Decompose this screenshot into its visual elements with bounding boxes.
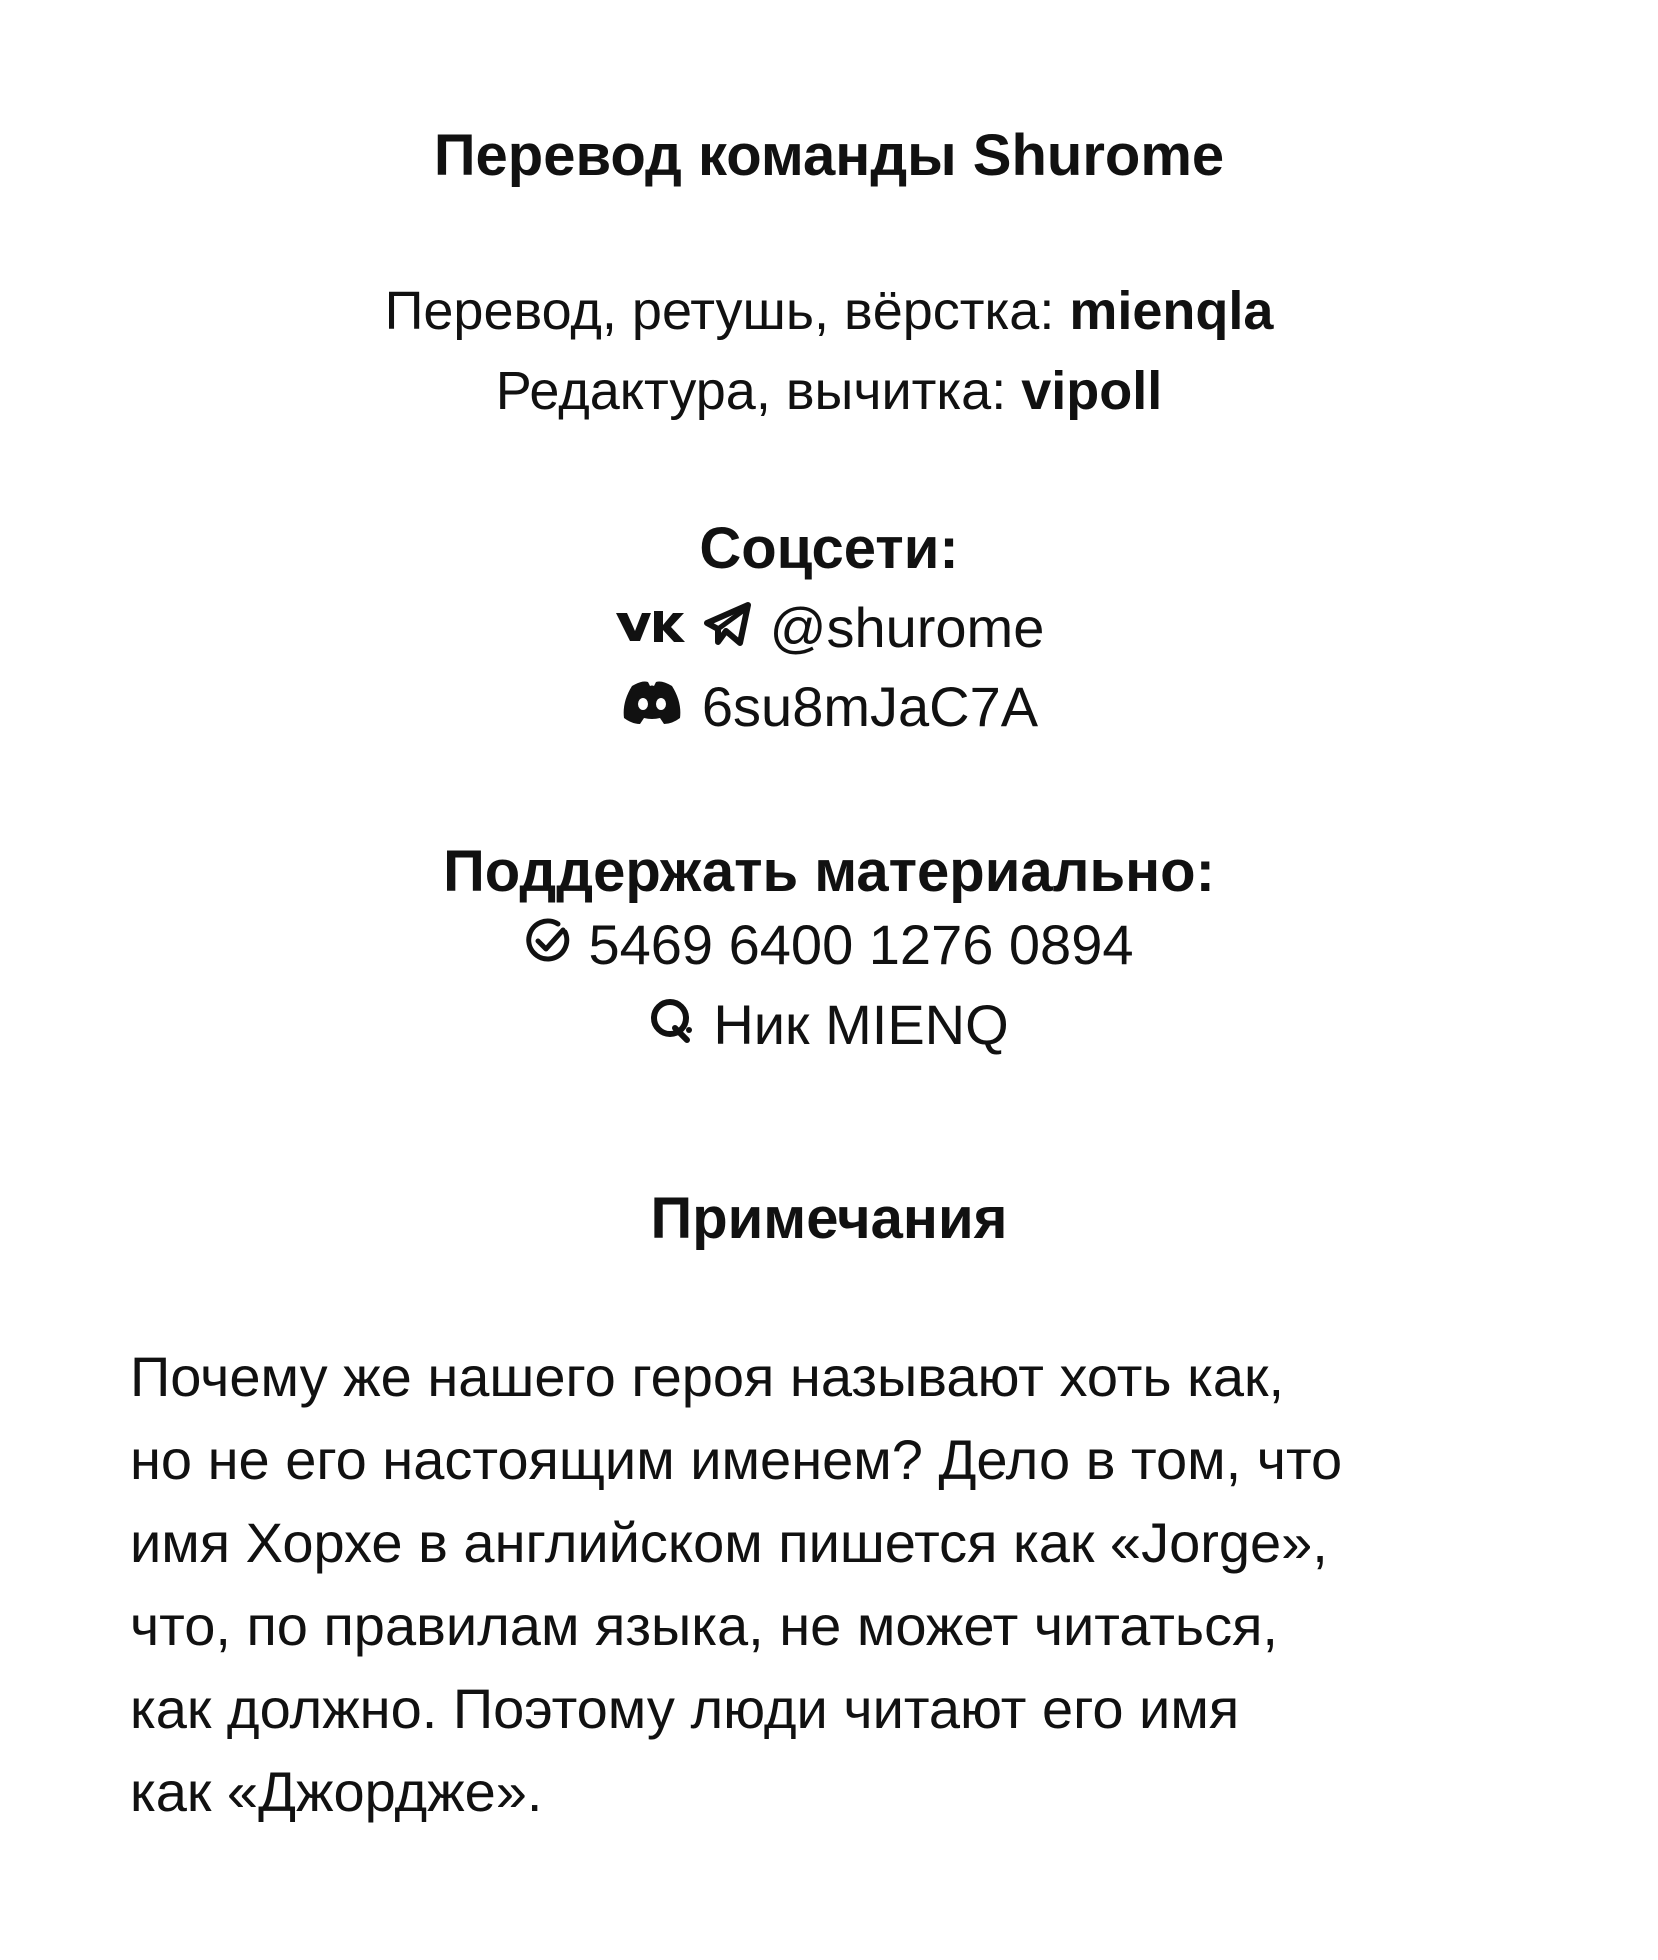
support-card[interactable] [0, 912, 1658, 977]
social-vk-telegram[interactable] [0, 595, 1658, 660]
notes-line: как должно. Поэтому люди читают его имя [130, 1677, 1240, 1740]
social-discord[interactable] [0, 674, 1658, 739]
credit-name: vipoll [1021, 361, 1163, 421]
notes-line: но не его настоящим именем? Дело в том, что [130, 1428, 1343, 1491]
discord-icon[interactable] [620, 674, 684, 739]
card-number: 5469 6400 1276 0894 [588, 913, 1134, 976]
notes-text [130, 1335, 1550, 1833]
discord-code: 6su8mJaC7A [701, 675, 1039, 738]
social-handle: @shurome [769, 596, 1045, 659]
notes-heading: Примечания [650, 1186, 1008, 1251]
notes-line: что, по правилам языка, не может читаться, [130, 1594, 1278, 1657]
checkmark-circle-icon [525, 912, 571, 977]
notes-line: Почему же нашего героя называют хоть как, [130, 1345, 1285, 1408]
credit-translation [0, 280, 1658, 342]
support-qiwi[interactable] [0, 992, 1658, 1057]
qiwi-nick: Ник MIENQ [713, 993, 1009, 1056]
title-prefix: Перевод команды [433, 123, 973, 188]
notes-line: имя Хорхе в английском пишется как «Jorge», [130, 1511, 1328, 1574]
support-heading: Поддержать материально: [443, 839, 1215, 904]
credit-role: Перевод, ретушь, вёрстка: [384, 281, 1070, 341]
notes-line: как «Джордже». [130, 1760, 543, 1823]
credit-editing [0, 360, 1658, 422]
team-name: Shurome [972, 123, 1225, 188]
telegram-icon[interactable] [704, 595, 752, 660]
page-title [0, 122, 1658, 189]
credit-name: mienqla [1069, 281, 1274, 341]
qiwi-icon [649, 992, 695, 1057]
credit-role: Редактура, вычитка: [495, 361, 1022, 421]
vk-icon[interactable] [614, 595, 686, 660]
socials-heading: Соцсети: [699, 516, 959, 581]
